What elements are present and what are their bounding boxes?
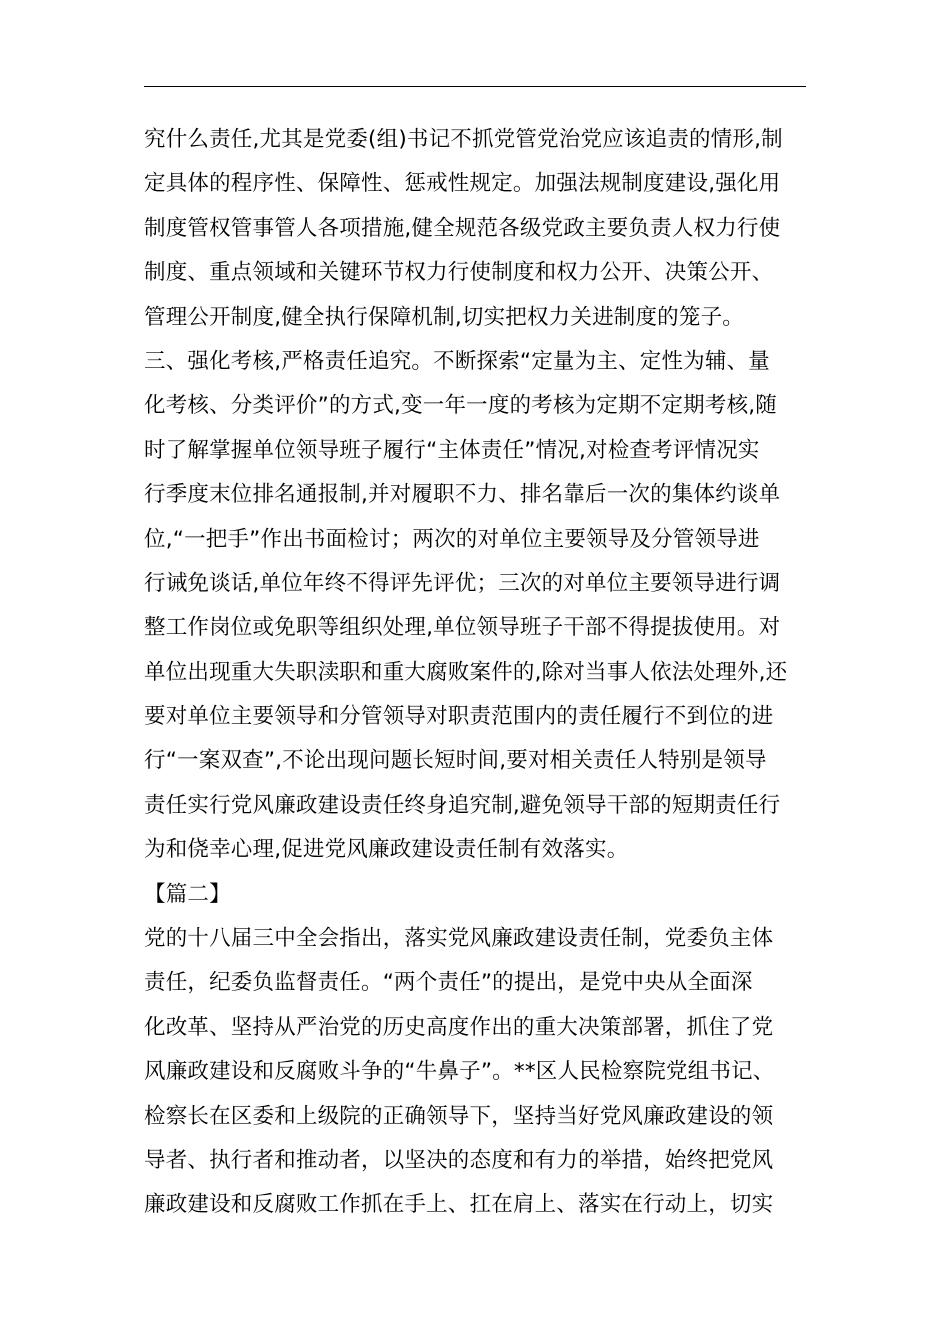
text-line: 行诫免谈话,单位年终不得评先评优；三次的对单位主要领导进行调 xyxy=(144,570,781,596)
section-heading-line: 三、强化考核,严格责任追究。不断探索“定量为主、定性为辅、量 xyxy=(144,348,770,374)
text-line: 制度管权管事管人各项措施,健全规范各级党政主要负责人权力行使 xyxy=(144,215,781,241)
text-line: 定具体的程序性、保障性、惩戒性规定。加强法规制度建设,强化用 xyxy=(144,171,781,197)
text-line: 制度、重点领域和关键环节权力行使制度和权力公开、决策公开、 xyxy=(144,260,774,286)
text-line: 位,“一把手”作出书面检讨；两次的对单位主要领导及分管领导进 xyxy=(144,526,760,552)
text-line: 责任，纪委负监督责任。“两个责任”的提出，是党中央从全面深 xyxy=(144,970,753,996)
header-rule xyxy=(144,86,806,87)
text-line: 行“一案双查”,不论出现问题长短时间,要对相关责任人特别是领导 xyxy=(144,748,767,774)
text-line: 检察长在区委和上级院的正确领导下，坚持当好党风廉政建设的领 xyxy=(144,1103,774,1129)
text-line: 时了解掌握单位领导班子履行“主体责任”情况,对检查考评情况实 xyxy=(144,437,760,463)
text-line: 管理公开制度,健全执行保障机制,切实把权力关进制度的笼子。 xyxy=(144,304,744,330)
body-text xyxy=(144,118,814,1228)
text-line: 导者、执行者和推动者，以坚决的态度和有力的举措，始终把党风 xyxy=(144,1147,774,1173)
text-line: 化考核、分类评价”的方式,变一年一度的考核为定期不定期考核,随 xyxy=(144,393,778,419)
text-line: 单位出现重大失职渎职和重大腐败案件的,除对当事人依法处理外,还 xyxy=(144,659,788,685)
text-line: 责任实行党风廉政建设责任终身追究制,避免领导干部的短期责任行 xyxy=(144,792,781,818)
text-line: 要对单位主要领导和分管领导对职责范围内的责任履行不到位的进 xyxy=(144,704,774,730)
text-line: 行季度末位排名通报制,并对履职不力、排名靠后一次的集体约谈单 xyxy=(144,482,781,508)
text-line: 为和侥幸心理,促进党风廉政建设责任制有效落实。 xyxy=(144,837,629,863)
chapter-heading: 【篇二】 xyxy=(144,881,231,907)
text-line: 化改革、坚持从严治党的历史高度作出的重大决策部署，抓住了党 xyxy=(144,1014,774,1040)
text-line: 廉政建设和反腐败工作抓在手上、扛在肩上、落实在行动上，切实 xyxy=(144,1192,774,1218)
text-line: 风廉政建设和反腐败斗争的“牛鼻子”。**区人民检察院党组书记、 xyxy=(144,1059,775,1085)
text-line: 党的十八届三中全会指出，落实党风廉政建设责任制，党委负主体 xyxy=(144,926,774,952)
text-line: 整工作岗位或免职等组织处理,单位领导班子干部不得提拔使用。对 xyxy=(144,615,781,641)
text-line: 究什么责任,尤其是党委(组)书记不抓党管党治党应该追责的情形,制 xyxy=(144,127,783,152)
